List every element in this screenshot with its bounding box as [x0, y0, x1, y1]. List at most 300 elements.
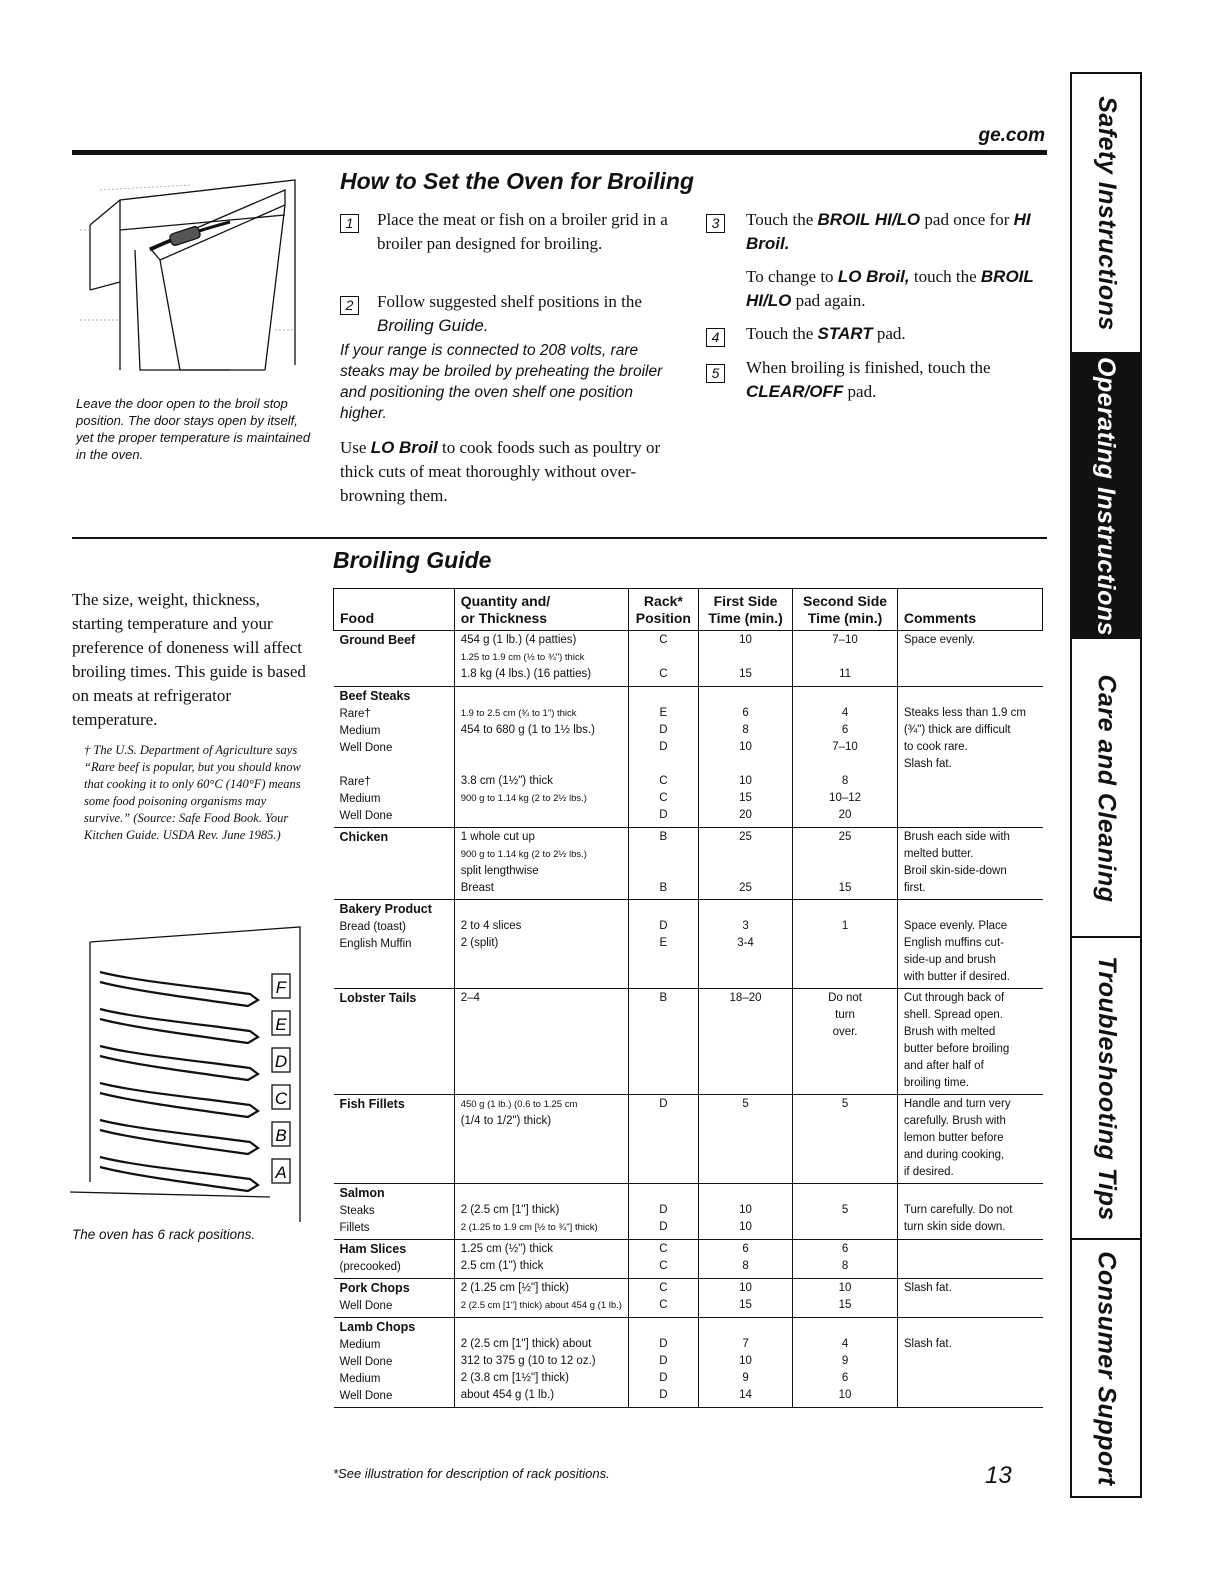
rack-f — [100, 972, 258, 1006]
second-line: 8 — [841, 1260, 849, 1272]
second-line: 1 — [841, 920, 849, 932]
cell-first — [698, 687, 792, 828]
table-row — [334, 1318, 1043, 1408]
rack-line: B — [659, 992, 668, 1004]
food-line — [340, 667, 448, 684]
comments-line: and during cooking, — [903, 1149, 1005, 1161]
first-line: 10 — [739, 1221, 752, 1233]
second-line: over. — [832, 1026, 858, 1038]
qty-line: 1.9 to 2.5 cm (¾ to 1") thick — [460, 708, 577, 719]
first-line: 5 — [742, 1098, 749, 1110]
qty-line: 2 (2.5 cm [1"] thick) — [460, 1204, 560, 1216]
first-line — [705, 1319, 786, 1336]
first-line: 15 — [739, 792, 752, 804]
first-line: 6 — [742, 1243, 749, 1255]
rack-positions-illustration — [70, 922, 310, 1222]
food-line — [340, 757, 448, 774]
cell-comments — [897, 989, 1042, 1095]
rack-label: F — [275, 978, 287, 997]
tab-safety-instructions[interactable]: Safety Instructions — [1092, 95, 1121, 331]
second-line: 10 — [838, 1389, 852, 1401]
food-line: Medium — [339, 793, 381, 805]
comments-line: Slash fat. — [903, 1338, 952, 1350]
step-1-number: 1 — [340, 214, 359, 233]
second-line: 5 — [841, 1204, 849, 1216]
comments-line: side-up and brush — [903, 954, 996, 966]
usda-note: † The U.S. Department of Agriculture says “Rare beef is popular, but you should know that cooking it to only 60°C (140°F) means some food poisoning organisms may survive.” (Source: Safe Food Book. Your Kitchen Guide. USDA Rev. June 1985.) — [84, 743, 301, 842]
tab-troubleshooting-tips[interactable]: Troubleshooting Tips — [1092, 955, 1121, 1221]
cell-first — [698, 1318, 792, 1408]
qty-line: 2 (2.5 cm [1"] thick) about — [460, 1338, 592, 1350]
food-line: Fish Fillets — [339, 1097, 405, 1111]
first-line: 9 — [742, 1372, 749, 1384]
cell-second — [793, 900, 898, 989]
door-caption: Leave the door open to the broil stop position. The door stays open by itself, yet the proper temperature is maintained in the oven. — [76, 396, 311, 462]
rack-line — [635, 649, 692, 666]
food-line: Well Done — [339, 1390, 393, 1402]
qty-line: 1.25 to 1.9 cm (½ to ¾") thick — [460, 652, 585, 663]
rack-label: D — [274, 1052, 288, 1071]
cell-first — [698, 1184, 792, 1240]
food-line: Well Done — [339, 1356, 393, 1368]
tab-care-and-cleaning[interactable]: Care and Cleaning — [1092, 674, 1121, 903]
rack-footnote: *See illustration for description of rack positions. — [333, 1466, 610, 1481]
food-line: Fillets — [339, 1222, 370, 1234]
food-line: Well Done — [339, 1300, 393, 1312]
second-line: 7–10 — [832, 741, 858, 753]
setup-title: How to Set the Oven for Broiling — [340, 168, 694, 194]
qty-line: 312 to 375 g (10 to 12 oz.) — [460, 1355, 596, 1367]
cell-first — [698, 1279, 792, 1318]
cell-comments — [897, 900, 1042, 989]
rack-line — [635, 1319, 692, 1336]
food-line: Bakery Product — [339, 902, 432, 916]
comments-line: melted butter. — [903, 848, 974, 860]
cell-rack — [628, 687, 698, 828]
lo-broil-text: Use LO Broil to cook foods such as poultry or thick cuts of meat thoroughly without over-browning them. — [340, 438, 661, 505]
cell-qty — [454, 1095, 628, 1184]
rack-line: D — [659, 1389, 668, 1401]
cell-rack — [628, 631, 698, 687]
comments-line: Handle and turn very — [903, 1098, 1011, 1110]
qty-line: 2 (split) — [460, 937, 499, 949]
rack-line: C — [659, 1282, 668, 1294]
cell-qty — [454, 1318, 628, 1408]
first-line — [705, 688, 786, 705]
first-line: 15 — [739, 668, 752, 680]
qty-line — [461, 1319, 622, 1336]
first-line — [705, 1185, 786, 1202]
cell-rack — [628, 900, 698, 989]
first-line: 8 — [742, 724, 749, 736]
tab-operating-instructions[interactable]: Operating Instructions — [1072, 354, 1140, 639]
tab-consumer-support[interactable]: Consumer Support — [1092, 1250, 1121, 1486]
cell-comments — [897, 687, 1042, 828]
second-line — [799, 935, 891, 952]
change-to-lo-text: To change to LO Broil, touch the BROIL HI/LO pad again. — [746, 267, 1034, 310]
broiling-guide-table — [333, 588, 1043, 1408]
table-row — [334, 1279, 1043, 1318]
first-line: 20 — [739, 809, 752, 821]
rack-line: D — [659, 741, 668, 753]
second-line: 15 — [838, 1299, 852, 1311]
cell-first — [698, 1240, 792, 1279]
rack-line: D — [659, 1098, 668, 1110]
second-line: turn — [835, 1009, 855, 1021]
food-line: Medium — [339, 1339, 381, 1351]
comments-line — [904, 1319, 1037, 1336]
rack-line: C — [659, 775, 668, 787]
first-line: 10 — [739, 775, 752, 787]
qty-line: about 454 g (1 lb.) — [460, 1389, 555, 1401]
rack-line: B — [659, 831, 668, 843]
comments-line: with butter if desired. — [903, 971, 1010, 983]
food-line: Ground Beef — [339, 633, 416, 647]
comments-line — [904, 1241, 1037, 1258]
comments-line — [904, 688, 1037, 705]
first-line — [705, 846, 786, 863]
voltage-warning: If your range is connected to 208 volts, rare steaks may be broiled by preheating the broiler and positioning the oven shelf one position higher. — [340, 342, 663, 422]
qty-line — [461, 756, 622, 773]
second-line: 10 — [838, 1282, 852, 1294]
cell-second — [793, 1279, 898, 1318]
cell-food — [334, 989, 455, 1095]
qty-line: 2 (2.5 cm [1"] thick) about 454 g (1 lb.) — [460, 1300, 622, 1311]
qty-line: 1.8 kg (4 lbs.) (16 patties) — [460, 668, 592, 680]
comments-line: Space evenly. Place — [903, 920, 1008, 932]
guide-title: Broiling Guide — [333, 547, 492, 573]
col-food: Food — [334, 589, 455, 631]
section-tabs — [1070, 72, 1142, 1498]
rack-line — [635, 1185, 692, 1202]
food-line: Medium — [339, 1373, 381, 1385]
table-row — [334, 1095, 1043, 1184]
cell-food — [334, 1184, 455, 1240]
qty-line: 2 (3.8 cm [1½"] thick) — [460, 1372, 569, 1384]
second-line — [799, 756, 891, 773]
rack-label: E — [275, 1015, 287, 1034]
rack-b — [100, 1120, 258, 1154]
qty-line — [461, 1185, 622, 1202]
first-line: 10 — [739, 741, 752, 753]
qty-line: 2 (1.25 cm [½"] thick) — [460, 1282, 569, 1294]
second-line: 10–12 — [829, 792, 862, 804]
rack-label: C — [274, 1089, 288, 1108]
cell-food — [334, 900, 455, 989]
food-line: Chicken — [339, 830, 389, 844]
food-line: Pork Chops — [339, 1281, 410, 1295]
rack-line: D — [659, 1372, 668, 1384]
cell-food — [334, 1318, 455, 1408]
rack-c — [100, 1083, 258, 1117]
qty-line: 900 g to 1.14 kg (2 to 2½ lbs.) — [460, 793, 587, 804]
comments-line: broiling time. — [903, 1077, 970, 1089]
qty-line: 2 (1.25 to 1.9 cm [½ to ¾"] thick) — [460, 1222, 598, 1233]
qty-line: 1 whole cut up — [460, 831, 535, 843]
qty-line: split lengthwise — [460, 865, 539, 877]
rack-line: D — [659, 920, 668, 932]
qty-line: 454 to 680 g (1 to 1½ lbs.) — [460, 724, 595, 736]
second-line: 15 — [838, 882, 852, 894]
cell-food — [334, 631, 455, 687]
cell-qty — [454, 1279, 628, 1318]
table-row — [334, 828, 1043, 900]
step-2-text: Follow suggested shelf positions in the Broiling Guide. — [377, 292, 642, 335]
qty-line: 450 g (1 lb.) (0.6 to 1.25 cm — [460, 1099, 578, 1110]
rack-a — [100, 1157, 258, 1191]
food-line: Steaks — [339, 1205, 375, 1217]
cell-rack — [628, 1240, 698, 1279]
comments-line: Slash fat. — [903, 1282, 952, 1294]
comments-line — [904, 901, 1037, 918]
comments-line: Slash fat. — [903, 758, 952, 770]
rack-label: B — [275, 1126, 287, 1145]
comments-line: if desired. — [903, 1166, 954, 1178]
qty-line: 900 g to 1.14 kg (2 to 2½ lbs.) — [460, 849, 587, 860]
food-line: Ham Slices — [339, 1242, 407, 1256]
cell-food — [334, 1095, 455, 1184]
cell-first — [698, 1095, 792, 1184]
first-line — [705, 756, 786, 773]
cell-rack — [628, 1184, 698, 1240]
rack-caption: The oven has 6 rack positions. — [72, 1227, 256, 1242]
food-line: Rare† — [339, 708, 371, 720]
comments-line: butter before broiling — [903, 1043, 1010, 1055]
rack-line: C — [659, 1260, 668, 1272]
first-line: 7 — [742, 1338, 749, 1350]
step-5-text: When broiling is finished, touch the CLEAR/OFF pad. — [746, 358, 991, 401]
cell-second — [793, 1240, 898, 1279]
cell-first — [698, 828, 792, 900]
first-line: 15 — [739, 1299, 752, 1311]
comments-line: to cook rare. — [903, 741, 968, 753]
cell-food — [334, 828, 455, 900]
first-line: 10 — [739, 634, 752, 646]
rack-line — [635, 901, 692, 918]
rack-line: C — [659, 1243, 668, 1255]
cell-rack — [628, 989, 698, 1095]
cell-rack — [628, 1095, 698, 1184]
comments-line: Cut through back of — [903, 992, 1005, 1004]
rack-line: D — [659, 1221, 668, 1233]
cell-rack — [628, 828, 698, 900]
cell-rack — [628, 1279, 698, 1318]
cell-rack — [628, 1318, 698, 1408]
step-5-number: 5 — [706, 364, 725, 383]
qty-line — [461, 688, 622, 705]
table-header — [334, 589, 1043, 631]
food-line: (precooked) — [339, 1261, 401, 1273]
rack-line: D — [659, 809, 668, 821]
table-row — [334, 900, 1043, 989]
step-1-text: Place the meat or fish on a broiler grid in a broiler pan designed for broiling. — [377, 210, 668, 253]
second-line: Do not — [828, 992, 862, 1004]
second-line: 7–10 — [832, 634, 858, 646]
cell-qty — [454, 631, 628, 687]
second-line: 6 — [841, 1372, 849, 1384]
col-rack: Rack* Position — [628, 589, 698, 631]
cell-qty — [454, 989, 628, 1095]
open-door-illustration — [80, 170, 300, 385]
first-line: 3 — [742, 920, 749, 932]
first-line — [705, 649, 786, 666]
cell-comments — [897, 1279, 1042, 1318]
step-3-number: 3 — [706, 214, 725, 233]
comments-line: lemon butter before — [903, 1132, 1004, 1144]
food-line: English Muffin — [339, 938, 412, 950]
comments-line: English muffins cut- — [903, 937, 1004, 949]
qty-line: 2.5 cm (1") thick — [460, 1260, 544, 1272]
second-line: 4 — [841, 707, 849, 719]
comments-line: (¾") thick are difficult — [903, 724, 1011, 736]
rack-e — [100, 1009, 258, 1043]
qty-line: 454 g (1 lb.) (4 patties) — [460, 634, 577, 646]
food-line: Lamb Chops — [339, 1320, 416, 1334]
header-rule — [72, 150, 1047, 155]
second-line: 5 — [841, 1098, 849, 1110]
cell-comments — [897, 828, 1042, 900]
rack-label: A — [275, 1163, 287, 1182]
second-line: 25 — [838, 831, 852, 843]
page-number: 13 — [985, 1462, 1012, 1489]
food-line: Rare† — [339, 776, 371, 788]
col-quantity: Quantity and/ or Thickness — [454, 589, 628, 631]
cell-second — [793, 1095, 898, 1184]
rack-line: D — [659, 1355, 668, 1367]
rack-line: D — [659, 1338, 668, 1350]
cell-qty — [454, 1240, 628, 1279]
comments-line: Turn carefully. Do not — [903, 1204, 1013, 1216]
food-line: Medium — [339, 725, 381, 737]
first-line: 18–20 — [729, 992, 762, 1004]
rack-d — [100, 1046, 258, 1080]
cell-food — [334, 1279, 455, 1318]
first-line: 14 — [739, 1389, 752, 1401]
col-comments: Comments — [897, 589, 1042, 631]
rack-line: E — [659, 937, 668, 949]
cell-qty — [454, 1184, 628, 1240]
step-4-text: Touch the START pad. — [746, 324, 906, 343]
comments-line: Brush each side with — [903, 831, 1010, 843]
rack-line: C — [659, 1299, 668, 1311]
site-url: ge.com — [978, 125, 1045, 146]
second-line — [799, 1219, 891, 1236]
second-line — [799, 846, 891, 863]
comments-line: carefully. Brush with — [903, 1115, 1006, 1127]
step-2-number: 2 — [340, 296, 359, 315]
rack-line — [635, 688, 692, 705]
first-line: 3-4 — [737, 937, 754, 949]
rack-line: C — [659, 668, 668, 680]
food-line: Bread (toast) — [339, 921, 406, 933]
cell-second — [793, 631, 898, 687]
qty-line: (1/4 to 1/2") thick) — [460, 1115, 552, 1127]
qty-line: 1.25 cm (½") thick — [460, 1243, 553, 1255]
qty-line: 2 to 4 slices — [460, 920, 522, 932]
col-second-side: Second Side Time (min.) — [793, 589, 898, 631]
qty-line: 2–4 — [460, 992, 480, 1004]
food-line — [340, 650, 448, 667]
qty-line: 3.8 cm (1½") thick — [460, 775, 553, 787]
rack-line: D — [659, 1204, 668, 1216]
second-line — [799, 901, 891, 918]
second-line: 4 — [841, 1338, 849, 1350]
second-line — [799, 1185, 891, 1202]
second-line — [799, 688, 891, 705]
cell-comments — [897, 1240, 1042, 1279]
section-rule — [72, 537, 1047, 539]
cell-comments — [897, 1318, 1042, 1408]
cell-second — [793, 687, 898, 828]
comments-line: turn skin side down. — [903, 1221, 1006, 1233]
guide-intro: The size, weight, thickness, starting temperature and your preference of doneness will affect broiling times. This guide is based on meats at refrigerator temperature. — [72, 590, 306, 729]
table-row — [334, 989, 1043, 1095]
qty-line: Breast — [460, 882, 494, 894]
food-line: Well Done — [339, 742, 393, 754]
cell-comments — [897, 631, 1042, 687]
first-line: 10 — [739, 1355, 752, 1367]
step-3-text: Touch the BROIL HI/LO pad once for HI Broil. — [746, 210, 1031, 253]
table-row — [334, 1240, 1043, 1279]
rack-line — [635, 863, 692, 880]
comments-line: first. — [903, 882, 926, 894]
cell-second — [793, 1184, 898, 1240]
first-line: 10 — [739, 1282, 752, 1294]
table-row — [334, 687, 1043, 828]
first-line: 25 — [739, 831, 752, 843]
cell-qty — [454, 687, 628, 828]
comments-line: and after half of — [903, 1060, 984, 1072]
first-line: 8 — [742, 1260, 749, 1272]
cell-second — [793, 828, 898, 900]
comments-line: Space evenly. — [903, 634, 976, 646]
cell-first — [698, 989, 792, 1095]
first-line: 6 — [742, 707, 749, 719]
qty-line — [461, 739, 622, 756]
second-line — [799, 863, 891, 880]
second-line: 8 — [841, 775, 849, 787]
food-line: Well Done — [339, 810, 393, 822]
cell-food — [334, 687, 455, 828]
rack-line: C — [659, 634, 668, 646]
second-line: 6 — [841, 724, 849, 736]
rack-line — [635, 846, 692, 863]
table-row — [334, 631, 1043, 687]
cell-first — [698, 631, 792, 687]
rack-line: D — [659, 724, 668, 736]
rack-line: C — [659, 792, 668, 804]
cell-comments — [897, 1184, 1042, 1240]
qty-line — [461, 901, 622, 918]
table-row — [334, 1184, 1043, 1240]
col-first-side: First Side Time (min.) — [698, 589, 792, 631]
first-line — [705, 863, 786, 880]
qty-line — [461, 807, 622, 824]
rack-line — [635, 756, 692, 773]
second-line: 6 — [841, 1243, 849, 1255]
comments-line: Steaks less than 1.9 cm — [903, 707, 1026, 719]
second-line — [799, 1319, 891, 1336]
comments-line: shell. Spread open. — [903, 1009, 1003, 1021]
comments-line — [904, 1185, 1037, 1202]
second-line — [799, 649, 891, 666]
first-line: 25 — [739, 882, 752, 894]
first-line: 10 — [739, 1204, 752, 1216]
cell-qty — [454, 900, 628, 989]
cell-first — [698, 900, 792, 989]
cell-qty — [454, 828, 628, 900]
cell-comments — [897, 1095, 1042, 1184]
